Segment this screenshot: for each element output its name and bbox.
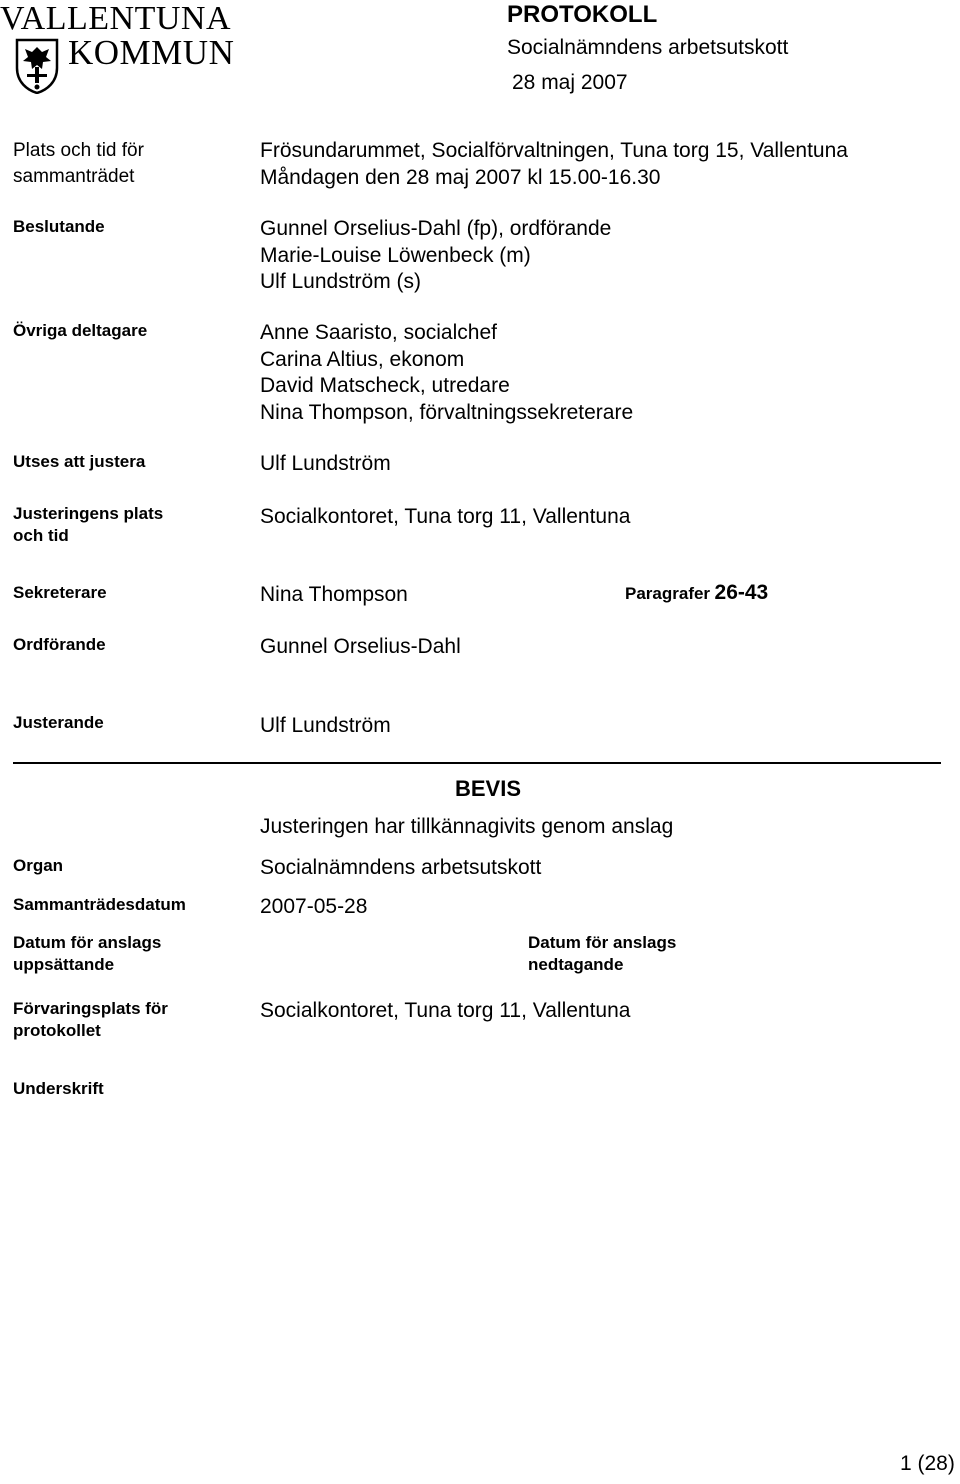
decision-maker: Gunnel Orselius-Dahl (fp), ordförande xyxy=(260,217,612,240)
storage-value: Socialkontoret, Tuna torg 11, Vallentuna xyxy=(260,999,631,1022)
chair-name: Gunnel Orselius-Dahl xyxy=(260,635,461,658)
coat-of-arms-icon xyxy=(13,38,61,94)
paragraphs-range: 26-43 xyxy=(714,581,769,604)
secretary-label: Sekreterare xyxy=(13,583,107,602)
adjuster-label: Justerande xyxy=(13,713,104,732)
adjustment-place-label-line: Justeringens plats xyxy=(13,504,164,523)
place-time-label-line: Plats och tid för xyxy=(13,140,144,161)
decision-makers-label: Beslutande xyxy=(13,217,105,236)
decision-makers-list xyxy=(260,216,611,296)
storage-label-line: protokollet xyxy=(13,1021,101,1040)
meeting-date: 28 maj 2007 xyxy=(512,71,628,94)
storage-label xyxy=(13,998,168,1042)
document-type: PROTOKOLL xyxy=(507,1,658,28)
other-participants-list xyxy=(260,320,633,426)
organ-value: Socialnämndens arbetsutskott xyxy=(260,856,542,879)
time-line: Måndagen den 28 maj 2007 kl 15.00-16.30 xyxy=(260,165,661,189)
paragraphs-label: Paragrafer xyxy=(625,584,711,603)
adjustment-place-label xyxy=(13,503,163,547)
participant: David Matscheck, utredare xyxy=(260,374,510,397)
adjuster-name: Ulf Lundström xyxy=(260,714,391,737)
participant: Nina Thompson, förvaltningssekreterare xyxy=(260,400,634,424)
signature-label: Underskrift xyxy=(13,1079,104,1098)
place-time-label xyxy=(13,138,144,190)
chair-label: Ordförande xyxy=(13,635,106,654)
appointed-adjuster: Ulf Lundström xyxy=(260,452,391,475)
participant: Carina Altius, ekonom xyxy=(260,347,465,371)
place-time-value xyxy=(260,138,848,191)
storage-label-line: Förvaringsplats för xyxy=(13,999,168,1018)
meeting-date-label: Sammanträdesdatum xyxy=(13,895,186,914)
removed-date-label xyxy=(528,932,676,976)
meeting-date-value: 2007-05-28 xyxy=(260,895,368,918)
certificate-title: BEVIS xyxy=(455,776,522,801)
decision-maker: Marie-Louise Löwenbeck (m) xyxy=(260,243,531,267)
organ-label: Organ xyxy=(13,856,64,875)
posted-date-label-line: Datum för anslags xyxy=(13,933,162,952)
place-time-label-line: sammanträdet xyxy=(13,166,135,187)
posted-date-label xyxy=(13,932,161,976)
other-participants-label: Övriga deltagare xyxy=(13,321,148,340)
section-divider xyxy=(13,762,941,764)
paragraphs xyxy=(625,581,768,605)
adjustment-place-label-line: och tid xyxy=(13,526,69,545)
page-number: 1 (28) xyxy=(900,1452,955,1475)
participant: Anne Saaristo, socialchef xyxy=(260,321,497,344)
removed-date-label-line: Datum för anslags xyxy=(528,933,677,952)
appointed-adjuster-label: Utses att justera xyxy=(13,452,146,471)
secretary-name: Nina Thompson xyxy=(260,583,408,606)
logo-line-1: VALLENTUNA xyxy=(0,0,232,37)
removed-date-label-line: nedtagande xyxy=(528,955,624,974)
decision-maker: Ulf Lundström (s) xyxy=(260,270,422,293)
adjustment-place: Socialkontoret, Tuna torg 11, Vallentuna xyxy=(260,505,631,528)
posted-date-label-line: uppsättande xyxy=(13,955,115,974)
certificate-statement: Justeringen har tillkännagivits genom anslag xyxy=(260,815,674,838)
committee-name: Socialnämndens arbetsutskott xyxy=(507,36,789,59)
municipality-logo xyxy=(0,0,250,96)
place-line: Frösundarummet, Socialförvaltningen, Tuna torg 15, Vallentuna xyxy=(260,139,848,162)
logo-line-2: KOMMUN xyxy=(68,33,235,72)
